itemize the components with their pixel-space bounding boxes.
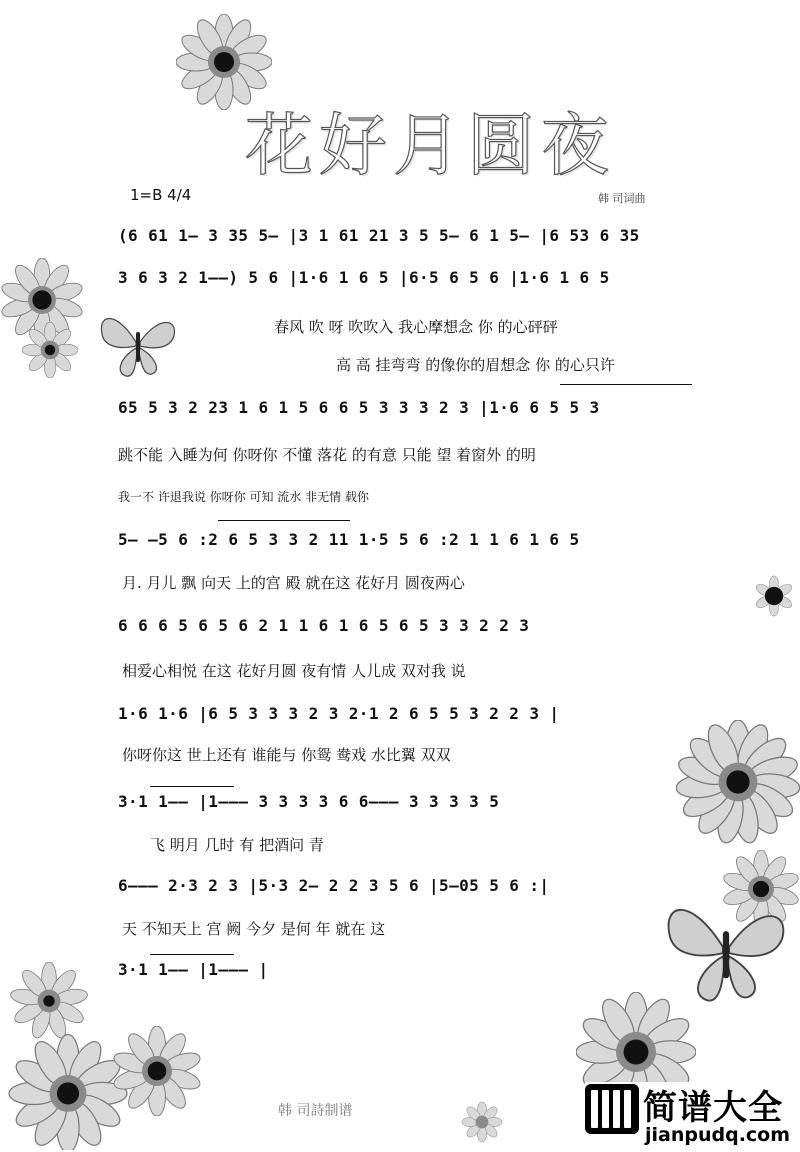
lyric-line: 飞 明月 几时 有 把酒问 青 [150,836,324,854]
notation-line-4: 5— —5 6 :2 6 5 3 3 2 11 1·5 5 6 :2 1 1 6 1 6 5 [118,530,580,549]
notation-line-9: 3·1 1—— |1——— | [118,960,269,979]
piano-keys-icon [585,1084,639,1134]
key-signature: 1=B 4/4 [130,186,192,204]
notation-line-5: 6 6 6 5 6 5 6 2 1 1 6 1 6 5 6 5 3 3 2 2 3 [118,616,530,635]
arranger-credit: 韩 司詩制谱 [278,1103,353,1119]
lyric-line: 相爱心相悦 在这 花好月圆 夜有情 人儿成 双对我 说 [122,662,466,680]
slur-beam [560,384,692,385]
watermark-name: 简谱大全 [643,1088,783,1128]
flower-icon [752,574,796,618]
slur-beam [218,520,350,521]
flower-icon [22,322,78,378]
lyric-line: 春风 吹 呀 吹吹入 我心摩想念 你 的心砰砰 [274,318,558,336]
notation-line-6: 1·6 1·6 |6 5 3 3 3 2 3 2·1 2 6 5 5 3 2 2 3 | [118,704,560,723]
slur-beam [150,786,234,787]
flower-icon [10,962,88,1040]
flower-icon [112,1026,202,1116]
credit: 韩 司词曲 [598,192,646,205]
watermark-logo [585,1082,797,1148]
butterfly-icon [96,306,180,382]
lyric-line: 天 不知天上 宫 阙 今夕 是何 年 就在 这 [122,920,386,938]
lyric-line: 你呀你这 世上还有 谁能与 你鸳 鸯戏 水比翼 双双 [122,746,451,764]
lyric-line: 高 高 挂弯弯 的像你的眉想念 你 的心只许 [336,356,615,374]
lyric-line: 我一不 许退我说 你呀你 可知 流水 非无情 载你 [118,490,369,504]
notation-line-7: 3·1 1—— |1——— 3 3 3 3 6 6——— 3 3 3 3 5 [118,792,500,811]
notation-line-3: 65 5 3 2 23 1 6 1 5 6 6 5 3 3 3 2 3 |1·6 6 5 5 3 [118,398,600,417]
notation-line-1: (6 61 1— 3 35 5— |3 1 61 21 3 5 5— 6 1 5— |6 53 6 35 [118,226,640,245]
slur-beam [150,954,234,955]
flower-icon [676,720,800,844]
watermark-url: jianpudq.com [645,1124,791,1146]
song-title: 花好月圆夜 [245,107,616,186]
notation-line-2: 3 6 3 2 1——) 5 6 |1·6 1 6 5 |6·5 6 5 6 |1·6 1 6 5 [118,268,610,287]
lyric-line: 月. 月儿 飘 向天 上的宫 殿 就在这 花好月 圆夜两心 [122,574,465,592]
notation-line-8: 6——— 2·3 2 3 |5·3 2— 2 2 3 5 6 |5—05 5 6 :| [118,876,550,895]
lyric-line: 跳不能 入睡为何 你呀你 不懂 落花 的有意 只能 望 着窗外 的明 [118,446,536,464]
flower-icon [456,1100,508,1144]
